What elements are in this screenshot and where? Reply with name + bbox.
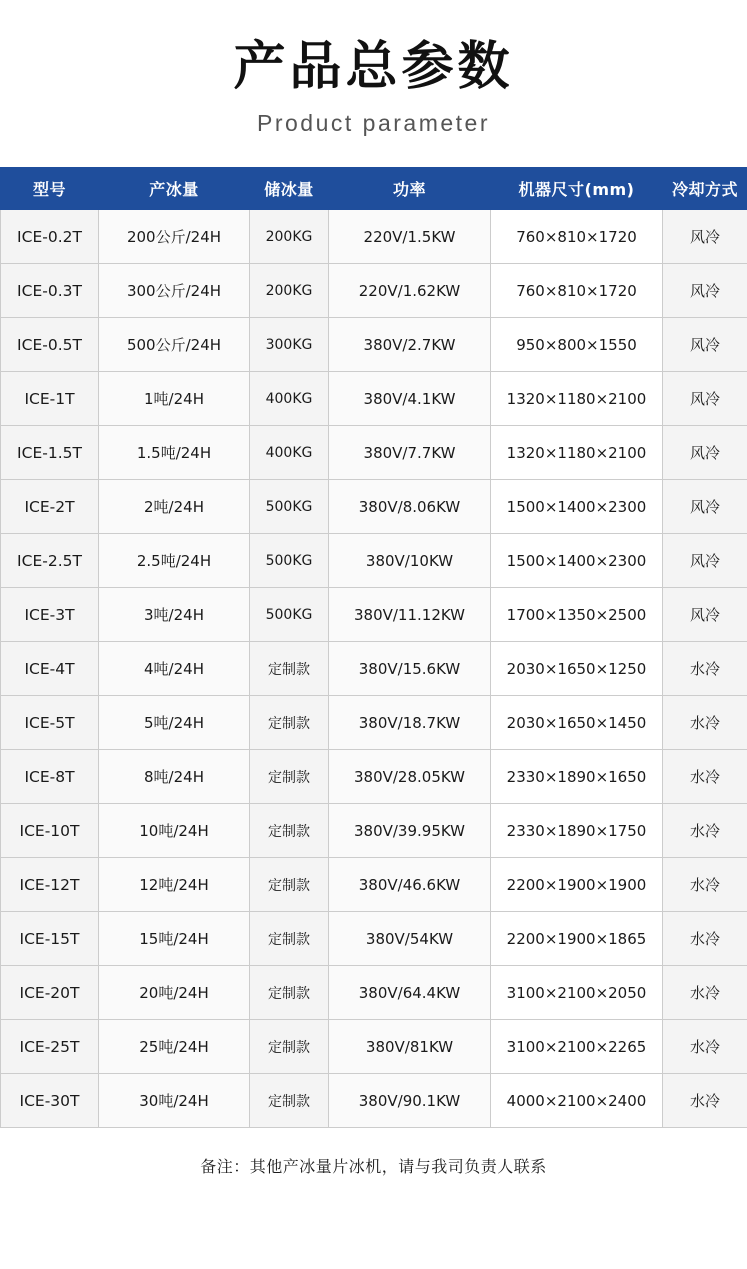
cell-cooling-type: 水冷 (663, 858, 747, 912)
cell-ice-storage: 500KG (250, 534, 329, 588)
title-block (0, 0, 747, 137)
column-header-ice-capacity: 产冰量 (99, 168, 250, 210)
cell-power: 380V/8.06KW (329, 480, 491, 534)
spec-table-wrap (0, 167, 747, 1128)
cell-cooling-type: 风冷 (663, 210, 747, 264)
cell-model: ICE-3T (1, 588, 99, 642)
cell-ice-capacity: 1.5吨/24H (99, 426, 250, 480)
cell-power: 380V/4.1KW (329, 372, 491, 426)
table-row (1, 426, 747, 480)
cell-power: 380V/2.7KW (329, 318, 491, 372)
footer-note: 备注：其他产冰量片冰机，请与我司负责人联系 (200, 1157, 547, 1177)
cell-cooling-type: 水冷 (663, 804, 747, 858)
cell-machine-size: 760×810×1720 (491, 264, 663, 318)
cell-ice-storage: 定制款 (250, 696, 329, 750)
cell-ice-capacity: 2.5吨/24H (99, 534, 250, 588)
page-subtitle: Product parameter (257, 110, 490, 137)
cell-ice-capacity: 2吨/24H (99, 480, 250, 534)
table-row (1, 264, 747, 318)
cell-power: 380V/39.95KW (329, 804, 491, 858)
cell-machine-size: 1320×1180×2100 (491, 426, 663, 480)
cell-machine-size: 2330×1890×1650 (491, 750, 663, 804)
cell-model: ICE-0.2T (1, 210, 99, 264)
cell-cooling-type: 水冷 (663, 966, 747, 1020)
cell-machine-size: 2330×1890×1750 (491, 804, 663, 858)
cell-cooling-type: 水冷 (663, 912, 747, 966)
cell-ice-capacity: 30吨/24H (99, 1074, 250, 1128)
cell-ice-storage: 定制款 (250, 750, 329, 804)
cell-cooling-type: 风冷 (663, 534, 747, 588)
cell-cooling-type: 水冷 (663, 750, 747, 804)
cell-cooling-type: 风冷 (663, 372, 747, 426)
cell-model: ICE-15T (1, 912, 99, 966)
cell-machine-size: 2200×1900×1900 (491, 858, 663, 912)
cell-cooling-type: 风冷 (663, 426, 747, 480)
table-row (1, 1074, 747, 1128)
cell-model: ICE-0.3T (1, 264, 99, 318)
cell-power: 220V/1.5KW (329, 210, 491, 264)
table-row (1, 696, 747, 750)
table-row (1, 588, 747, 642)
cell-ice-capacity: 8吨/24H (99, 750, 250, 804)
table-row (1, 318, 747, 372)
cell-machine-size: 760×810×1720 (491, 210, 663, 264)
cell-power: 380V/15.6KW (329, 642, 491, 696)
cell-cooling-type: 风冷 (663, 318, 747, 372)
cell-model: ICE-2.5T (1, 534, 99, 588)
cell-model: ICE-10T (1, 804, 99, 858)
column-header-machine-size: 机器尺寸(mm) (491, 168, 663, 210)
cell-ice-capacity: 300公斤/24H (99, 264, 250, 318)
cell-model: ICE-1.5T (1, 426, 99, 480)
table-row (1, 858, 747, 912)
table-row (1, 642, 747, 696)
cell-model: ICE-25T (1, 1020, 99, 1074)
cell-cooling-type: 风冷 (663, 264, 747, 318)
cell-machine-size: 3100×2100×2265 (491, 1020, 663, 1074)
cell-ice-storage: 400KG (250, 372, 329, 426)
table-row (1, 210, 747, 264)
cell-cooling-type: 水冷 (663, 696, 747, 750)
table-header-row (1, 168, 747, 210)
spec-table-body (1, 210, 747, 1128)
cell-ice-capacity: 20吨/24H (99, 966, 250, 1020)
table-row (1, 966, 747, 1020)
cell-ice-storage: 定制款 (250, 1020, 329, 1074)
cell-model: ICE-2T (1, 480, 99, 534)
cell-ice-capacity: 3吨/24H (99, 588, 250, 642)
column-header-model: 型号 (1, 168, 99, 210)
cell-ice-storage: 定制款 (250, 642, 329, 696)
cell-model: ICE-8T (1, 750, 99, 804)
cell-ice-storage: 定制款 (250, 1074, 329, 1128)
table-row (1, 912, 747, 966)
cell-ice-storage: 定制款 (250, 912, 329, 966)
cell-machine-size: 3100×2100×2050 (491, 966, 663, 1020)
cell-ice-capacity: 500公斤/24H (99, 318, 250, 372)
cell-model: ICE-4T (1, 642, 99, 696)
cell-cooling-type: 水冷 (663, 1074, 747, 1128)
cell-power: 380V/54KW (329, 912, 491, 966)
cell-machine-size: 2030×1650×1450 (491, 696, 663, 750)
table-row (1, 480, 747, 534)
cell-power: 380V/28.05KW (329, 750, 491, 804)
table-row (1, 804, 747, 858)
table-row (1, 534, 747, 588)
table-row (1, 1020, 747, 1074)
cell-model: ICE-5T (1, 696, 99, 750)
cell-ice-storage: 200KG (250, 210, 329, 264)
table-row (1, 372, 747, 426)
cell-model: ICE-1T (1, 372, 99, 426)
cell-cooling-type: 风冷 (663, 588, 747, 642)
cell-ice-capacity: 25吨/24H (99, 1020, 250, 1074)
cell-power: 380V/81KW (329, 1020, 491, 1074)
cell-machine-size: 1500×1400×2300 (491, 534, 663, 588)
cell-machine-size: 2200×1900×1865 (491, 912, 663, 966)
cell-ice-storage: 200KG (250, 264, 329, 318)
cell-cooling-type: 水冷 (663, 642, 747, 696)
cell-ice-storage: 500KG (250, 480, 329, 534)
spec-table-head (1, 168, 747, 210)
cell-power: 380V/10KW (329, 534, 491, 588)
page-title: 产品总参数 (233, 37, 514, 97)
cell-model: ICE-12T (1, 858, 99, 912)
cell-model: ICE-20T (1, 966, 99, 1020)
cell-ice-storage: 定制款 (250, 804, 329, 858)
cell-machine-size: 2030×1650×1250 (491, 642, 663, 696)
table-row (1, 750, 747, 804)
spec-table (0, 167, 747, 1128)
column-header-power: 功率 (329, 168, 491, 210)
cell-cooling-type: 水冷 (663, 1020, 747, 1074)
cell-power: 380V/64.4KW (329, 966, 491, 1020)
cell-power: 380V/46.6KW (329, 858, 491, 912)
cell-power: 380V/90.1KW (329, 1074, 491, 1128)
cell-ice-capacity: 1吨/24H (99, 372, 250, 426)
cell-machine-size: 1500×1400×2300 (491, 480, 663, 534)
cell-power: 380V/11.12KW (329, 588, 491, 642)
cell-ice-storage: 定制款 (250, 966, 329, 1020)
cell-machine-size: 1700×1350×2500 (491, 588, 663, 642)
cell-ice-capacity: 5吨/24H (99, 696, 250, 750)
cell-ice-storage: 500KG (250, 588, 329, 642)
cell-ice-capacity: 4吨/24H (99, 642, 250, 696)
cell-ice-capacity: 200公斤/24H (99, 210, 250, 264)
cell-model: ICE-30T (1, 1074, 99, 1128)
cell-cooling-type: 风冷 (663, 480, 747, 534)
cell-machine-size: 1320×1180×2100 (491, 372, 663, 426)
cell-ice-storage: 400KG (250, 426, 329, 480)
cell-ice-capacity: 10吨/24H (99, 804, 250, 858)
cell-power: 380V/7.7KW (329, 426, 491, 480)
cell-ice-storage: 定制款 (250, 858, 329, 912)
cell-ice-capacity: 15吨/24H (99, 912, 250, 966)
cell-model: ICE-0.5T (1, 318, 99, 372)
cell-machine-size: 950×800×1550 (491, 318, 663, 372)
column-header-cooling-type: 冷却方式 (663, 168, 747, 210)
cell-ice-capacity: 12吨/24H (99, 858, 250, 912)
column-header-ice-storage: 储冰量 (250, 168, 329, 210)
cell-ice-storage: 300KG (250, 318, 329, 372)
cell-power: 220V/1.62KW (329, 264, 491, 318)
cell-power: 380V/18.7KW (329, 696, 491, 750)
cell-machine-size: 4000×2100×2400 (491, 1074, 663, 1128)
